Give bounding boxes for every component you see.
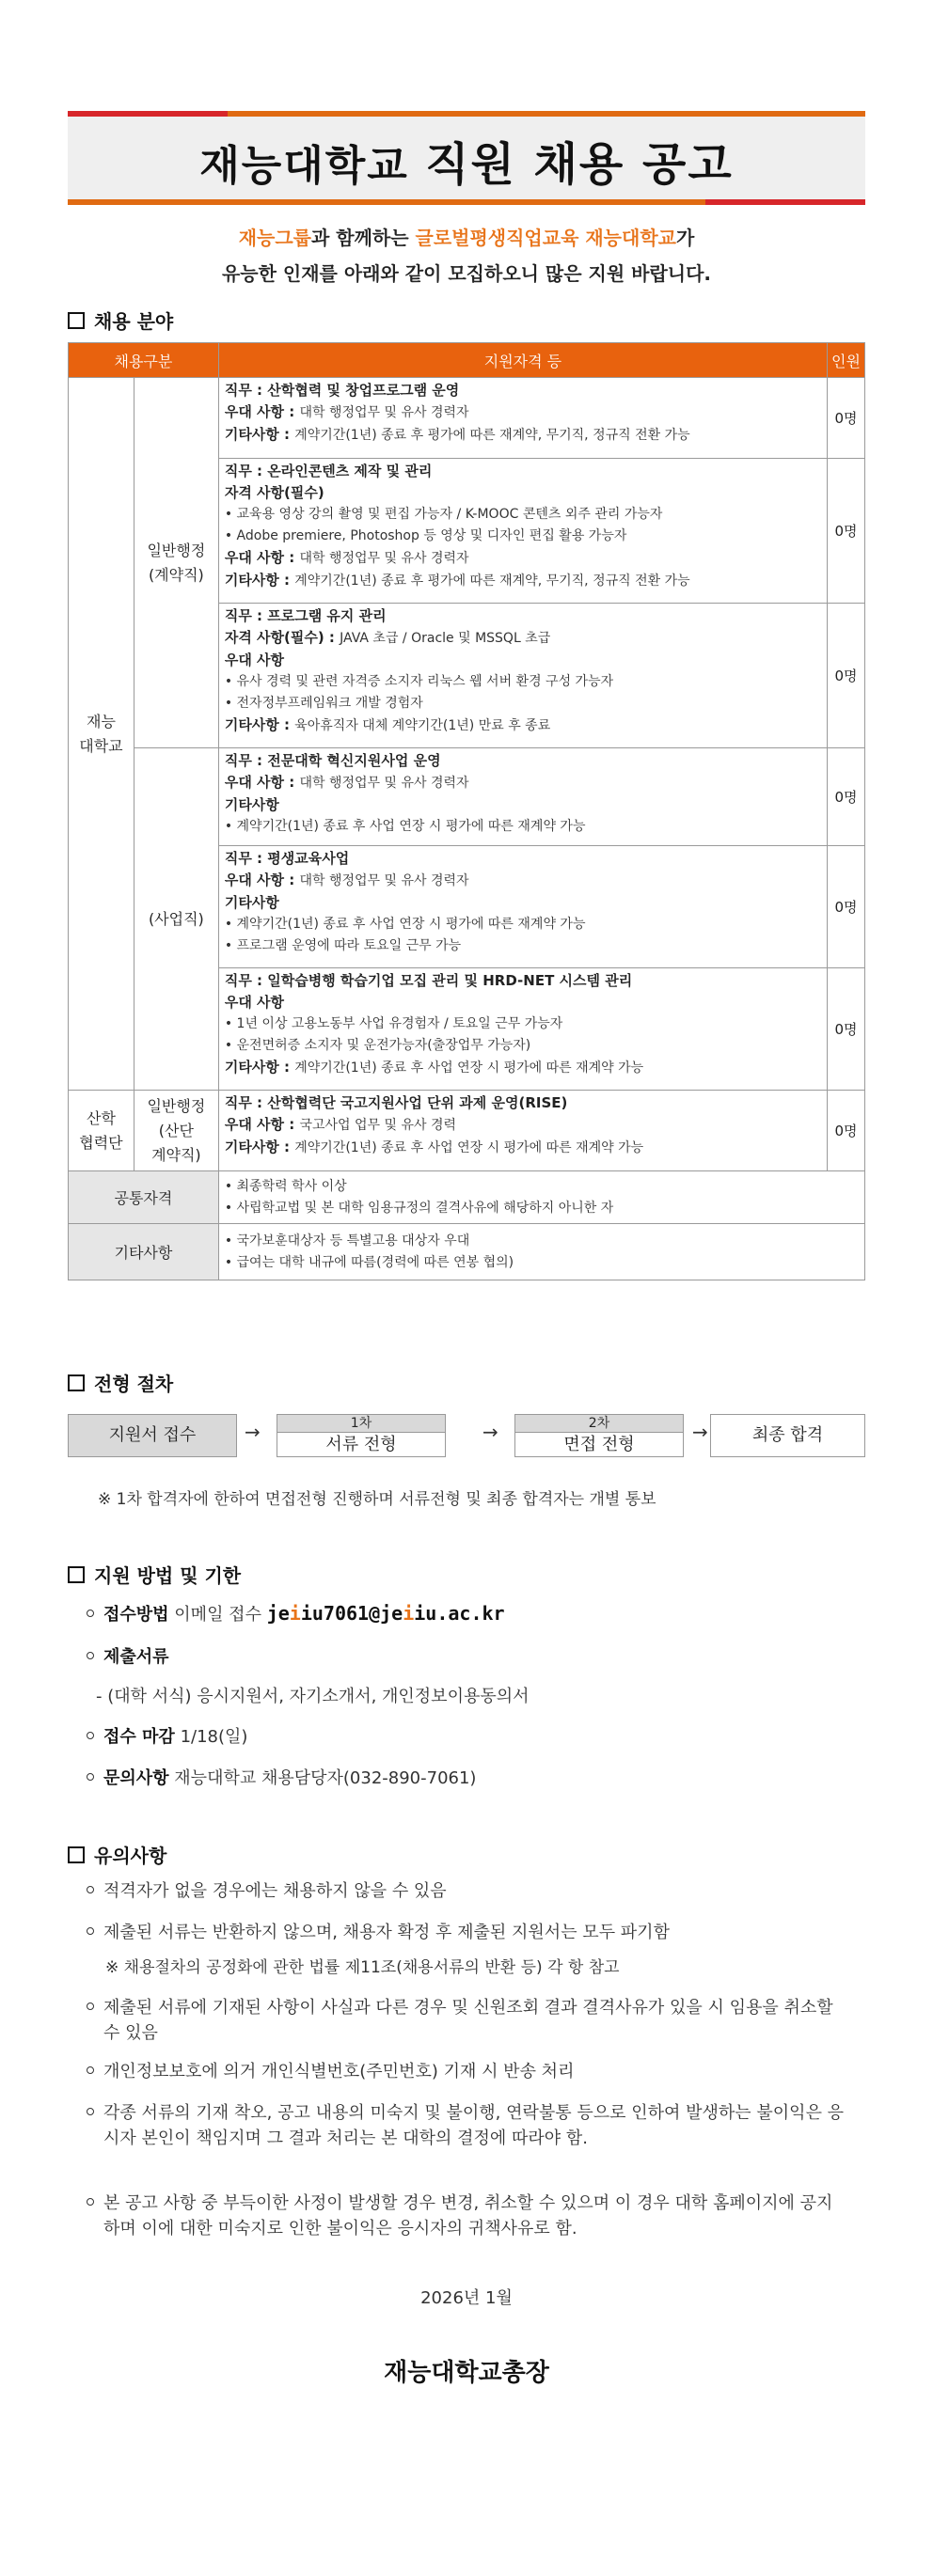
field-value: 계약기간(1년) 종료 후 사업 연장 시 평가에 따른 재계약 가능 [294,1060,644,1076]
org-label: 재능 대학교 [79,712,123,755]
bullet-circle-icon [87,1886,94,1893]
process-step-document [277,1414,446,1457]
bullet-item: • 국가보훈대상자 등 특별고용 대상자 우대 [224,1233,470,1249]
bullet-item: • 계약기간(1년) 종료 후 사업 연장 시 평가에 따른 재계약 가능 [224,917,586,932]
header-banner [68,111,865,205]
section-title-text: 채용 분야 [94,310,174,333]
headcount: 0명 [828,1091,865,1171]
headcount: 0명 [828,459,865,604]
process-step-interview [514,1414,684,1457]
field-label: 기타사항 : [224,1139,295,1155]
email-part: je [266,1602,290,1625]
caution-text: 제출된 서류는 반환하지 않으며, 채용자 확정 후 제출된 지원서는 모두 파기함 [103,1923,670,1942]
job-title: 직무 : 평생교육사업 [224,850,350,867]
intro-highlight-group: 재능그룹 [238,227,311,249]
job-title: 직무 : 전문대학 혁신지원사업 운영 [224,752,441,769]
job-title: 직무 : 온라인콘텐츠 제작 및 관리 [224,463,433,479]
field-label: 기타사항 [224,796,279,813]
bullet-item: • 교육용 영상 강의 촬영 및 편집 가능자 / K-MOOC 콘텐츠 외주 관리 가능자 [224,507,663,522]
headcount: 0명 [828,378,865,459]
apply-contact [87,1765,476,1789]
section-title-text: 전형 절차 [94,1373,174,1395]
apply-docs-detail: - (대학 서식) 응시지원서, 자기소개서, 개인정보이용동의서 [96,1687,530,1706]
title-university: 재능대학교 [199,142,409,190]
section-title-recruit [68,306,173,334]
job-desc [218,846,827,968]
field-value: 대학 행정업무 및 유사 경력자 [299,776,469,791]
section-title-apply [68,1561,241,1588]
job-desc [218,459,827,604]
field-value: 대학 행정업무 및 유사 경력자 [299,873,469,888]
field-label: 기타사항 : [224,572,295,589]
apply-label: 제출서류 [103,1647,169,1667]
common-desc [218,1171,864,1224]
field-label: 우대 사항 [224,652,285,668]
page-title [68,128,865,193]
intro-line-2: 유능한 인재를 아래와 같이 모집하오니 많은 지원 바랍니다. [221,262,712,285]
signature: 재능대학교총장 [384,2359,549,2387]
org-industry [69,1091,134,1171]
bullet-circle-icon [87,2066,94,2074]
caution-text: 본 공고 사항 중 부득이한 사정이 발생할 경우 변경, 취소할 수 있으며 이 경우 대학 홈페이지에 공지하며 이에 대한 미숙지로 인한 불이익은 응시자의 귀책사유로 함. [103,2193,833,2238]
checkbox-square-icon [68,1846,85,1863]
table-row [69,1091,865,1171]
org-jeiu [69,378,134,1091]
step-number: 1차 [277,1415,445,1433]
caution-text: 각종 서류의 기재 착오, 공고 내용의 미숙지 및 불이행, 연락불통 등으로 인하여 발생하는 불이익은 응시자 본인이 책임지며 그 결과 처리는 본 대학의 결정에 따라야 함. [103,2103,845,2148]
step-label: 서류 전형 [325,1435,397,1454]
job-title: 직무 : 일학습병행 학습기업 모집 관리 및 HRD-NET 시스템 관리 [224,972,633,989]
caution-item [87,2191,858,2241]
bullet-item: • 운전면허증 소지자 및 운전가능자(출장업무 가능자) [224,1038,531,1053]
apply-value: 이메일 접수 [174,1605,261,1625]
group-label: 일반행정 (계약직) [147,541,206,584]
bullet-item: • 최종학력 학사 이상 [224,1178,347,1194]
bullet-circle-icon [87,2003,94,2010]
caution-text: 개인정보보호에 의거 개인식별번호(주민번호) 기재 시 반송 처리 [103,2062,575,2081]
field-label: 우대 사항 : [224,403,300,420]
field-value: 계약기간(1년) 종료 후 평가에 따른 재계약, 무기직, 정규직 전환 가능 [294,573,690,589]
bullet-circle-icon [87,1927,94,1935]
field-value: 대학 행정업무 및 유사 경력자 [299,405,469,420]
checkbox-square-icon [68,312,85,329]
step-number: 2차 [515,1415,683,1433]
apply-docs [87,1643,169,1668]
job-title: 직무 : 산학협력 및 창업프로그램 운영 [224,382,460,399]
apply-label: 문의사항 [103,1768,169,1788]
field-label: 기타사항 [224,894,279,911]
process-step-apply: 지원서 접수 [68,1414,237,1457]
common-label: 공통자격 [69,1171,219,1224]
header-qualification: 지원자격 등 [218,343,827,378]
caution-subnote: ※ 채용절차의 공정화에 관한 법률 제11조(채용서류의 반환 등) 각 항 참고 [105,1958,620,1977]
headcount: 0명 [828,604,865,748]
headcount: 0명 [828,846,865,968]
title-main: 직원 채용 공고 [425,138,734,191]
checkbox-square-icon [68,1374,85,1391]
group-industry [134,1091,218,1171]
caution-text: 적격자가 없을 경우에는 채용하지 않을 수 있음 [103,1881,447,1901]
bullet-item: • Adobe premiere, Photoshop 등 영상 및 디자인 편집 활용 가능자 [224,528,627,543]
bullet-item: • 급여는 대학 내규에 따름(경력에 따른 연봉 협의) [224,1254,514,1270]
apply-label: 접수 마감 [103,1727,175,1747]
intro-text-part: 가 [675,227,695,249]
section-title-caution [68,1841,166,1868]
recruit-table [68,342,865,1280]
bullet-item: • 사립학교법 및 본 대학 임용규정의 결격사유에 해당하지 아니한 자 [224,1200,614,1216]
intro-text-part: 과 함께하는 [310,227,416,249]
section-title-text: 유의사항 [94,1845,167,1867]
job-title: 직무 : 프로그램 유지 관리 [224,607,387,624]
bullet-circle-icon [87,2108,94,2115]
org-label: 산학 협력단 [79,1108,123,1152]
headcount: 0명 [828,748,865,846]
header-top-bar-accent [68,111,228,117]
intro-text [68,220,865,291]
caution-item [87,1878,858,1904]
group-label: (사업직) [148,909,204,928]
step-label: 면접 전형 [563,1435,635,1454]
group-admin [134,378,218,748]
process-note: ※ 1차 합격자에 한하여 면접전형 진행하며 서류전형 및 최종 합격자는 개별 통보 [98,1490,656,1509]
section-title-process [68,1369,173,1396]
field-label: 우대 사항 : [224,1116,300,1133]
notice-date: 2026년 1월 [420,2288,513,2308]
field-label: 기타사항 : [224,716,295,733]
field-label: 기타사항 : [224,426,295,443]
bullet-item: • 계약기간(1년) 종료 후 사업 연장 시 평가에 따른 재계약 가능 [224,819,586,834]
field-value: 육아휴직자 대체 계약기간(1년) 만료 후 종료 [294,718,551,733]
field-label: 우대 사항 : [224,774,300,791]
email-part: iu7061@je [300,1602,403,1625]
bullet-item: • 1년 이상 고용노동부 사업 유경험자 / 토요일 근무 가능자 [224,1016,563,1031]
table-row-etc [69,1224,865,1280]
table-row [69,748,865,846]
field-value: 대학 행정업무 및 유사 경력자 [299,551,469,566]
email-link[interactable] [267,1602,505,1625]
field-value: 계약기간(1년) 종료 후 평가에 따른 재계약, 무기직, 정규직 전환 가능 [294,428,690,443]
header-category: 채용구분 [69,343,219,378]
bullet-circle-icon [87,1773,94,1781]
etc-label: 기타사항 [69,1224,219,1280]
field-label: 우대 사항 [224,994,285,1011]
caution-text: 제출된 서류에 기재된 사항이 사실과 다른 경우 및 신원조회 결과 결격사유가 있을 시 임용을 취소할 수 있음 [103,1998,833,2043]
bullet-circle-icon [87,1652,94,1659]
process-step-final: 최종 합격 [710,1414,865,1457]
bullet-item: • 전자정부프레임워크 개발 경험자 [224,696,423,711]
caution-item [87,1995,858,2046]
table-header-row [69,343,865,378]
caution-item [87,2100,858,2151]
job-desc [218,378,827,459]
table-row [69,378,865,459]
apply-deadline [87,1723,247,1748]
field-label: 자격 사항(필수) : [224,629,340,646]
bullet-circle-icon [87,2198,94,2206]
header-headcount: 인원 [828,343,865,378]
arrow-right-icon: → [245,1421,261,1443]
bullet-circle-icon [87,1610,94,1617]
job-desc [218,604,827,748]
arrow-right-icon: → [692,1421,708,1443]
field-value: JAVA 초급 / Oracle 및 MSSQL 초급 [340,631,551,646]
job-title: 직무 : 산학협력단 국고지원사업 단위 과제 운영(RISE) [224,1094,568,1111]
group-project [134,748,218,1091]
field-label: 기타사항 : [224,1059,295,1076]
checkbox-square-icon [68,1566,85,1583]
apply-method [87,1601,505,1626]
section-title-text: 지원 방법 및 기한 [94,1564,242,1587]
field-label: 우대 사항 : [224,549,300,566]
job-desc [218,1091,827,1171]
bullet-circle-icon [87,1732,94,1739]
field-label: 우대 사항 : [224,872,300,888]
apply-value: 1/18(일) [180,1727,248,1747]
email-part: iu.ac.kr [414,1602,505,1625]
apply-label: 접수방법 [103,1605,169,1625]
bullet-item: • 유사 경력 및 관련 자격증 소지자 리눅스 웹 서버 환경 구성 가능자 [224,674,614,689]
header-bottom-bar-accent [705,199,865,205]
field-value: 계약기간(1년) 종료 후 사업 연장 시 평가에 따른 재계약 가능 [294,1140,644,1155]
etc-desc [218,1224,864,1280]
job-desc [218,748,827,846]
caution-item [87,1920,858,1945]
table-row-common [69,1171,865,1224]
caution-item [87,2059,858,2084]
bullet-item: • 프로그램 운영에 따라 토요일 근무 가능 [224,938,462,953]
field-value: 국고사업 업무 및 유사 경력 [299,1118,457,1133]
apply-value: 재능대학교 채용담당자(032-890-7061) [174,1768,477,1788]
arrow-right-icon: → [482,1421,498,1443]
job-desc [218,968,827,1091]
email-part-highlight: i [289,1602,301,1625]
headcount: 0명 [828,968,865,1091]
intro-highlight-university: 글로벌평생직업교육 재능대학교 [415,227,676,249]
email-part-highlight: i [403,1602,415,1625]
field-label: 자격 사항(필수) [224,484,324,501]
group-label: 일반행정 (산단 계약직) [147,1096,206,1164]
